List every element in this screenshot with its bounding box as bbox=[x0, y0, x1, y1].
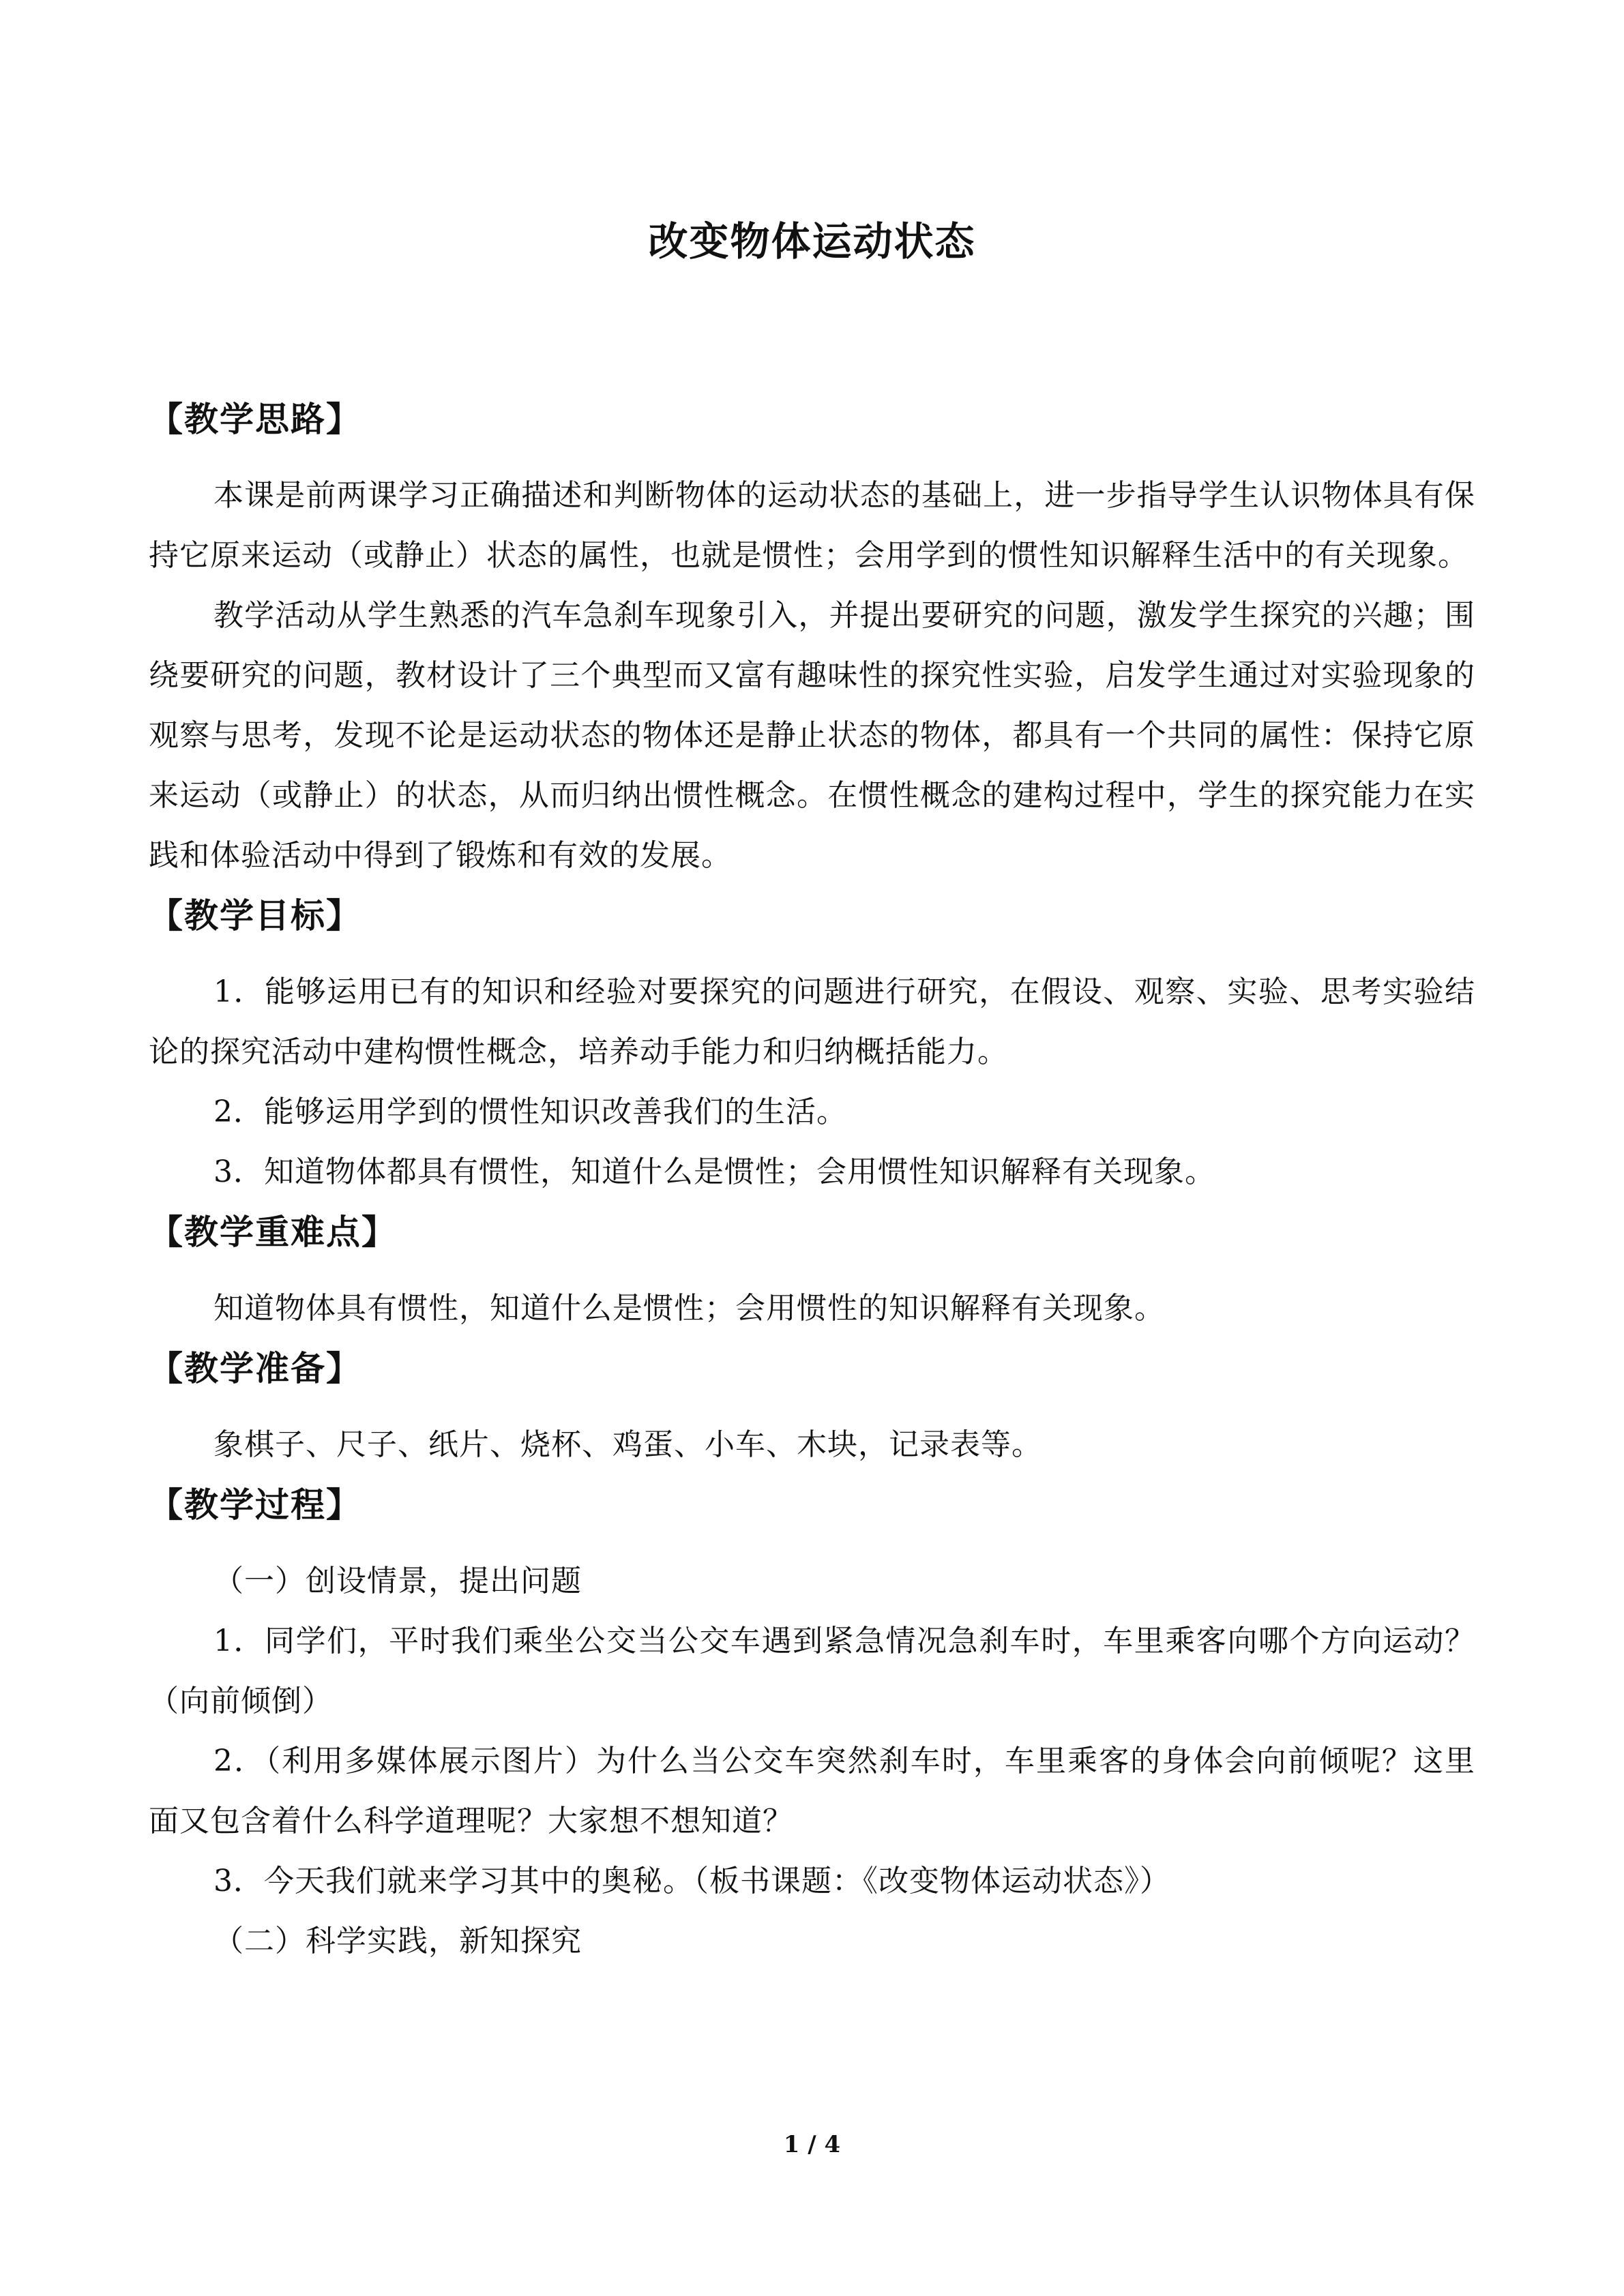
section-teaching-process bbox=[149, 1478, 1475, 1971]
paragraph: 知道物体具有惯性，知道什么是惯性；会用惯性的知识解释有关现象。 bbox=[213, 1291, 1165, 1326]
section-preparation bbox=[149, 1341, 1475, 1475]
section-teaching-goals bbox=[149, 889, 1475, 1202]
paragraph: 本课是前两课学习正确描述和判断物体的运动状态的基础上，进一步指导学生认识物体具有保持它原来运动（或静止）状态的属性，也就是惯性；会用学到的惯性知识解释生活中的有关现象。 bbox=[149, 478, 1475, 573]
section-heading: 【教学目标】 bbox=[149, 896, 361, 936]
section-heading: 【教学准备】 bbox=[149, 1349, 361, 1388]
paragraph: 2．能够运用学到的惯性知识改善我们的生活。 bbox=[213, 1094, 847, 1129]
section-heading: 【教学过程】 bbox=[149, 1485, 361, 1525]
paragraph: 3．今天我们就来学习其中的奥秘。（板书课题：《改变物体运动状态》） bbox=[213, 1864, 1170, 1898]
section-teaching-thinking bbox=[149, 392, 1475, 886]
paragraph: 1．同学们，平时我们乘坐公交当公交车遇到紧急情况急刹车时，车里乘客向哪个方向运动？（向前倾倒） bbox=[149, 1624, 1475, 1718]
paragraph: （二）科学实践，新知探究 bbox=[213, 1924, 582, 1958]
document-body bbox=[149, 392, 1475, 1974]
page-number: 1 / 4 bbox=[783, 2131, 841, 2158]
paragraph: （一）创设情景，提出问题 bbox=[213, 1564, 582, 1598]
paragraph: 象棋子、尺子、纸片、烧杯、鸡蛋、小车、木块，记录表等。 bbox=[213, 1427, 1042, 1462]
paragraph: 3．知道物体都具有惯性，知道什么是惯性；会用惯性知识解释有关现象。 bbox=[213, 1154, 1215, 1189]
section-heading: 【教学思路】 bbox=[149, 400, 361, 439]
section-key-points bbox=[149, 1205, 1475, 1339]
section-heading: 【教学重难点】 bbox=[149, 1212, 397, 1252]
paragraph: 2．（利用多媒体展示图片）为什么当公交车突然刹车时，车里乘客的身体会向前倾呢？这里面又包含着什么科学道理呢？大家想不想知道？ bbox=[149, 1744, 1475, 1838]
paragraph: 教学活动从学生熟悉的汽车急刹车现象引入，并提出要研究的问题，激发学生探究的兴趣；围绕要研究的问题，教材设计了三个典型而又富有趣味性的探究性实验，启发学生通过对实验现象的观察与思考，发现不论是运动状态的物体还是静止状态的物体，都具有一个共同的属性：保持它原来运动（或静止）的状态，从而归纳出惯性概念。在惯性概念的建构过程中，学生的探究能力在实践和体验活动中得到了锻炼和有效的发展。 bbox=[149, 598, 1475, 873]
paragraph: 1．能够运用已有的知识和经验对要探究的问题进行研究，在假设、观察、实验、思考实验结论的探究活动中建构惯性概念，培养动手能力和归纳概括能力。 bbox=[149, 974, 1475, 1069]
page-title: 改变物体运动状态 bbox=[648, 218, 976, 265]
